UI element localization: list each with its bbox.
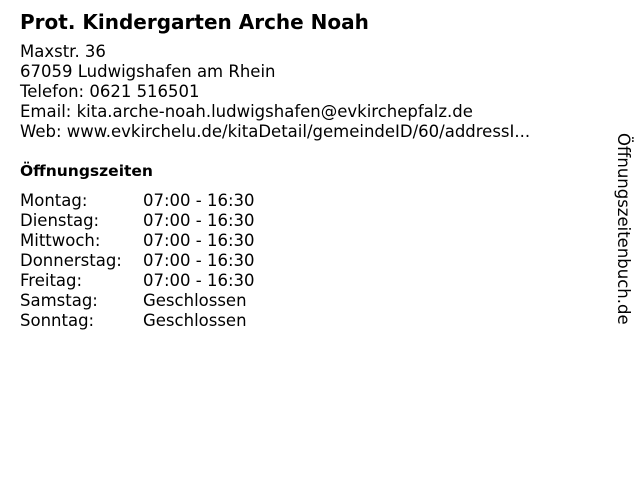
day-label: Mittwoch: xyxy=(20,231,101,250)
business-card xyxy=(20,9,600,331)
contact-block xyxy=(20,42,600,142)
day-label: Samstag: xyxy=(20,291,98,310)
day-label: Freitag: xyxy=(20,271,83,290)
day-hours: 07:00 - 16:30 xyxy=(143,251,255,270)
hours-row-friday xyxy=(20,271,255,291)
business-name: Prot. Kindergarten Arche Noah xyxy=(20,10,369,34)
phone-number: Telefon: 0621 516501 xyxy=(20,82,200,101)
hours-row-monday xyxy=(20,191,255,211)
day-hours: 07:00 - 16:30 xyxy=(143,191,255,210)
hours-row-thursday xyxy=(20,251,255,271)
day-label: Montag: xyxy=(20,191,88,210)
hours-row-tuesday xyxy=(20,211,255,231)
hours-row-sunday xyxy=(20,311,255,331)
day-label: Donnerstag: xyxy=(20,251,122,270)
day-hours: Geschlossen xyxy=(143,291,247,310)
website-url: Web: www.evkirchelu.de/kitaDetail/gemeindeID/60/addressI... xyxy=(20,122,531,141)
brand-watermark: Öffnungszeitenbuch.de xyxy=(614,133,633,325)
opening-hours-table xyxy=(20,191,255,331)
hours-row-saturday xyxy=(20,291,255,311)
day-label: Dienstag: xyxy=(20,211,100,230)
city-address: 67059 Ludwigshafen am Rhein xyxy=(20,62,276,81)
day-hours: 07:00 - 16:30 xyxy=(143,211,255,230)
email-address: Email: kita.arche-noah.ludwigshafen@evkirchepfalz.de xyxy=(20,102,473,121)
day-hours: 07:00 - 16:30 xyxy=(143,271,255,290)
street-address: Maxstr. 36 xyxy=(20,42,106,61)
day-label: Sonntag: xyxy=(20,311,95,330)
day-hours: 07:00 - 16:30 xyxy=(143,231,255,250)
opening-hours-heading: Öffnungszeiten xyxy=(20,162,153,180)
hours-row-wednesday xyxy=(20,231,255,251)
day-hours: Geschlossen xyxy=(143,311,247,330)
